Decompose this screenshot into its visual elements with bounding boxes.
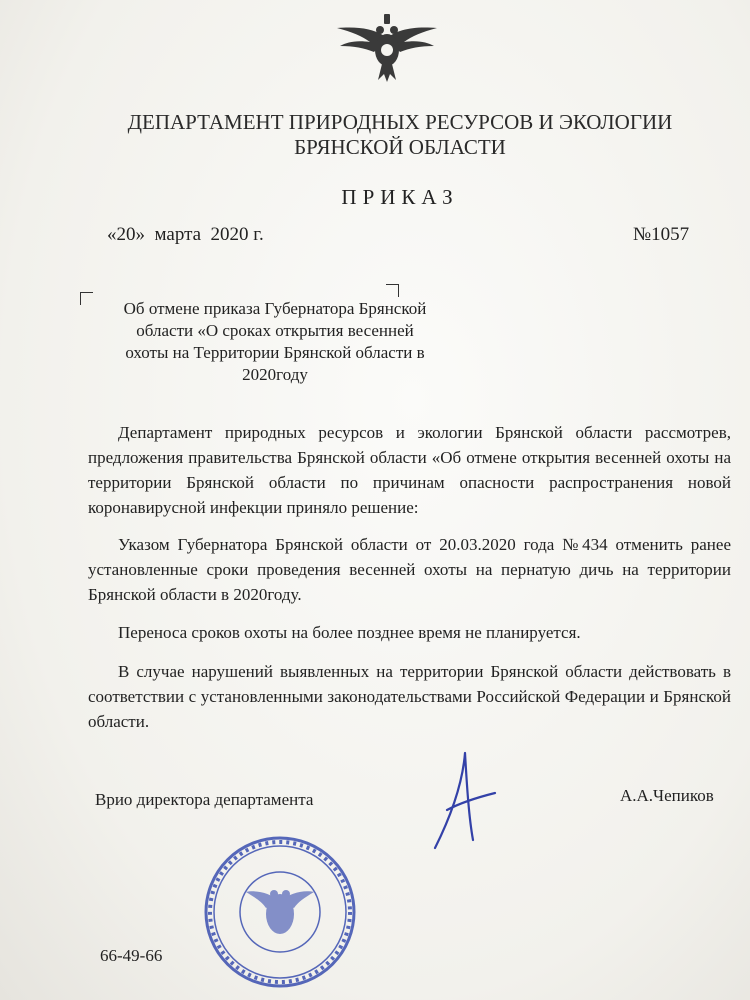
subject-line-1: Об отмене приказа Губернатора Брянской <box>123 299 427 318</box>
department-line-2: БРЯНСКОЙ ОБЛАСТИ <box>294 135 506 159</box>
double-headed-eagle-emblem <box>332 8 442 88</box>
handwritten-signature <box>425 748 500 858</box>
department-heading <box>60 110 740 160</box>
signer-position: Врио директора департамента <box>95 790 314 809</box>
document-type-title: ПРИКАЗ <box>341 185 459 209</box>
department-line-1: ДЕПАРТАМЕНТ ПРИРОДНЫХ РЕСУРСОВ И ЭКОЛОГИИ <box>127 110 673 134</box>
body-paragraph-2: Указом Губернатора Брянской области от 20.03.2020 года №434 отменить ранее установленные сроки проведения весенней охоты на пернатую дичь на территории Брянской области в 2020году. <box>88 535 731 604</box>
body-paragraph-3: Переноса сроков охоты на более позднее время не планируется. <box>118 623 581 642</box>
subject-corner-mark-left <box>80 292 93 305</box>
contact-phone: 66-49-66 <box>100 946 163 965</box>
signer-name: А.А.Чепиков <box>620 786 714 805</box>
order-body <box>88 420 731 734</box>
subject-line-2: области «О сроках открытия весенней <box>136 321 414 340</box>
subject-corner-mark-right <box>386 284 399 297</box>
subject-line-4: 2020году <box>242 365 308 384</box>
order-number: №1057 <box>633 224 690 245</box>
body-paragraph-1: Департамент природных ресурсов и экологии Брянской области рассмотрев, предложения правительства Брянской области «Об отмене открытия весенней охоты на территории Брянской области по причинам опасности распространения новой коронавирусной инфекции приняло решение: <box>88 423 731 517</box>
subject-line-3: охоты на Территории Брянской области в <box>125 343 425 362</box>
official-round-stamp <box>200 832 360 992</box>
order-subject <box>95 298 455 386</box>
order-date: «20» марта 2020 г. <box>107 224 264 245</box>
body-paragraph-4: В случае нарушений выявленных на территории Брянской области действовать в соответствии с установленными законодательствами Российской Федерации и Брянской области. <box>88 662 731 731</box>
